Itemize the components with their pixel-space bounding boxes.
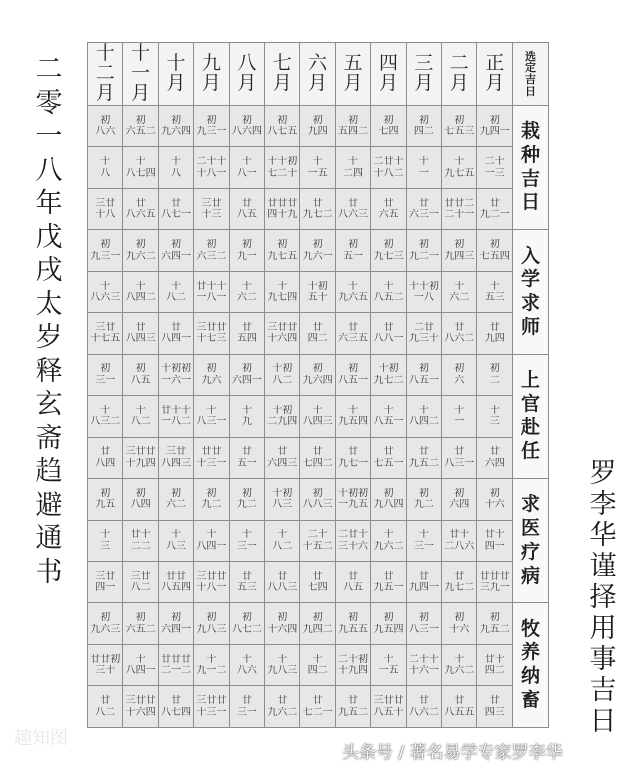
day-cell: 初 九六	[194, 354, 229, 395]
day-cell: 初 八五一	[335, 354, 370, 395]
signature-char: 事	[589, 644, 617, 675]
day-cell: 十 八二	[265, 520, 300, 561]
day-cell: 初 九五二	[477, 603, 513, 644]
day-cell: 廿 八六五	[123, 188, 158, 229]
day-cell: 初 十六	[442, 603, 477, 644]
day-cell: 十 八三	[158, 520, 193, 561]
table-row	[88, 230, 549, 271]
day-cell: 十 二四	[335, 147, 370, 188]
day-cell: 十 九	[229, 396, 264, 437]
day-cell: 十十初 七二十	[265, 147, 300, 188]
title-char: 趋	[35, 456, 63, 487]
day-cell: 十 八一	[229, 147, 264, 188]
day-cell: 初 九四二	[300, 603, 335, 644]
signature-char: 谨	[589, 551, 617, 582]
day-cell: 廿 五四	[229, 313, 264, 354]
day-cell: 十初 八二	[265, 354, 300, 395]
day-cell: 廿 四三	[477, 686, 513, 728]
day-cell: 初 十六四	[265, 603, 300, 644]
day-cell: 十初 八三	[265, 479, 300, 520]
title-char: 戊	[35, 221, 63, 253]
day-cell: 廿 九五二	[406, 437, 441, 478]
day-cell: 廿 八四	[88, 437, 123, 478]
signature-char: 择	[589, 582, 617, 613]
day-cell: 初 八七五	[265, 106, 300, 147]
month-header-3: 十 月	[158, 43, 193, 106]
day-cell: 廿 八五五	[442, 686, 477, 728]
title-char: 一	[35, 121, 63, 152]
day-cell: 廿廿二 二十一	[442, 188, 477, 229]
title-char: 玄	[35, 389, 63, 420]
day-cell: 十 九七四	[265, 271, 300, 312]
day-cell: 三廿廿 八五十	[371, 686, 406, 728]
day-cell: 十 九五四	[335, 396, 370, 437]
day-cell: 初 九六二	[123, 230, 158, 271]
right-vertical-signature	[580, 460, 626, 739]
day-cell: 初 六四	[442, 479, 477, 520]
day-cell: 十初 五十	[300, 271, 335, 312]
signature-char: 日	[589, 706, 617, 737]
day-cell: 初 八七二	[229, 603, 264, 644]
day-cell: 廿 八六三	[335, 188, 370, 229]
day-cell: 初 三一	[88, 354, 123, 395]
day-cell: 廿 六三一	[406, 188, 441, 229]
day-cell: 初 二	[477, 354, 513, 395]
signature-char: 李	[589, 489, 617, 520]
auspicious-days-table	[87, 42, 549, 728]
table-row	[88, 644, 549, 685]
day-cell: 廿 八二	[88, 686, 123, 728]
day-cell: 十 四二	[300, 644, 335, 685]
category-label: 入 学 求 师	[513, 230, 549, 354]
month-header-8: 五 月	[335, 43, 370, 106]
day-cell: 十十初 一八	[406, 271, 441, 312]
day-cell: 十 八七四	[123, 147, 158, 188]
day-cell: 初 六	[442, 354, 477, 395]
day-cell: 初 六四一	[229, 354, 264, 395]
title-char: 岁	[35, 322, 63, 353]
day-cell: 十 九六二	[442, 644, 477, 685]
month-header-11: 二 月	[442, 43, 477, 106]
day-cell: 初 六二	[158, 479, 193, 520]
day-cell: 廿 九二一	[477, 188, 513, 229]
table-row	[88, 396, 549, 437]
month-header-6: 七 月	[265, 43, 300, 106]
day-cell: 十 八	[158, 147, 193, 188]
day-cell: 十 八四二	[406, 396, 441, 437]
day-cell: 十 三一	[229, 520, 264, 561]
title-char: 斋	[35, 422, 63, 454]
day-cell: 廿 八八一	[371, 313, 406, 354]
day-cell: 廿 九六二	[265, 686, 300, 728]
day-cell: 廿十 二二	[123, 520, 158, 561]
title-char: 通	[35, 523, 63, 554]
day-cell: 初 七五三	[442, 106, 477, 147]
table-row	[88, 437, 549, 478]
title-char: 二	[35, 54, 63, 85]
day-cell: 廿廿 八五四	[158, 561, 193, 602]
day-cell: 初 九四	[300, 106, 335, 147]
title-char: 年	[35, 188, 63, 219]
day-cell: 廿 六三五	[335, 313, 370, 354]
day-cell: 十 六二	[229, 271, 264, 312]
day-cell: 廿十 四一	[477, 520, 513, 561]
day-cell: 初 九五五	[335, 603, 370, 644]
day-cell: 十 八四二	[123, 271, 158, 312]
day-cell: 十 八六三	[88, 271, 123, 312]
day-cell: 初 九四一	[477, 106, 513, 147]
month-header-10: 三 月	[406, 43, 441, 106]
day-cell: 三廿廿 十八一	[194, 561, 229, 602]
day-cell: 廿 六五	[371, 188, 406, 229]
day-cell: 二十十 十八一	[194, 147, 229, 188]
day-cell: 三廿廿 十六四	[123, 686, 158, 728]
day-cell: 初 九六四	[300, 354, 335, 395]
day-cell: 廿 八四一	[158, 313, 193, 354]
day-cell: 三廿 八四三	[158, 437, 193, 478]
title-char: 释	[35, 355, 63, 387]
day-cell: 三廿 八二	[123, 561, 158, 602]
day-cell: 廿 五一	[229, 437, 264, 478]
day-cell: 二十十 十六一	[406, 644, 441, 685]
day-cell: 十 九八三	[265, 644, 300, 685]
day-cell: 十 五三	[477, 271, 513, 312]
signature-char: 用	[589, 613, 617, 644]
day-cell: 廿 七四二	[300, 437, 335, 478]
day-cell: 初 七五四	[477, 230, 513, 271]
day-cell: 廿 九五二	[335, 686, 370, 728]
day-cell: 二十 一三	[477, 147, 513, 188]
day-cell: 初 九七三	[371, 230, 406, 271]
day-cell: 十 三	[88, 520, 123, 561]
table-row	[88, 561, 549, 602]
table-row	[88, 147, 549, 188]
day-cell: 初 六五二	[123, 106, 158, 147]
day-cell: 廿 八八三	[265, 561, 300, 602]
day-cell: 二廿 九三十	[406, 313, 441, 354]
day-cell: 廿 九四	[477, 313, 513, 354]
day-cell: 初 九二	[406, 479, 441, 520]
day-cell: 三廿 十八	[88, 188, 123, 229]
month-header-9: 四 月	[371, 43, 406, 106]
month-header-row	[88, 43, 549, 106]
day-cell: 廿 六四	[477, 437, 513, 478]
day-cell: 廿 八三一	[442, 437, 477, 478]
day-cell: 十 九一二	[194, 644, 229, 685]
day-cell: 十 八三一	[194, 396, 229, 437]
day-cell: 廿 六四三	[265, 437, 300, 478]
day-cell: 廿 八六二	[406, 686, 441, 728]
month-header-2: 十 一 月	[123, 43, 158, 106]
table-row	[88, 479, 549, 520]
day-cell: 初 八五	[123, 354, 158, 395]
day-cell: 初 六五二	[123, 603, 158, 644]
day-cell: 初 八三一	[406, 603, 441, 644]
header-corner-label: 选 定 吉 日	[513, 43, 549, 106]
day-cell: 十初初 一九五	[335, 479, 370, 520]
signature-char: 罗	[589, 458, 617, 489]
day-cell: 十 三	[477, 396, 513, 437]
day-cell: 初 八八三	[300, 479, 335, 520]
day-cell: 初 九五	[88, 479, 123, 520]
title-char: 零	[35, 87, 63, 119]
day-cell: 廿 九七二	[300, 188, 335, 229]
day-cell: 十 八四一	[194, 520, 229, 561]
day-cell: 十初初 一六一	[158, 354, 193, 395]
day-cell: 初 九七五	[265, 230, 300, 271]
day-cell: 十 九六五	[335, 271, 370, 312]
day-cell: 廿 七五一	[371, 437, 406, 478]
day-cell: 初 九二	[194, 479, 229, 520]
table-row	[88, 271, 549, 312]
day-cell: 初 八六	[88, 106, 123, 147]
day-cell: 初 九六四	[158, 106, 193, 147]
table-row	[88, 354, 549, 395]
day-cell: 三廿 十七五	[88, 313, 123, 354]
day-cell: 三廿 四一	[88, 561, 123, 602]
day-cell: 廿 八七四	[158, 686, 193, 728]
month-header-7: 六 月	[300, 43, 335, 106]
day-cell: 十 八二	[123, 396, 158, 437]
day-cell: 初 九六三	[88, 603, 123, 644]
category-label: 牧 养 纳 畜	[513, 603, 549, 728]
day-cell: 十 八六	[229, 644, 264, 685]
day-cell: 廿 九七二	[442, 561, 477, 602]
title-char: 避	[35, 489, 63, 521]
day-cell: 初 五一	[335, 230, 370, 271]
corner-logo-watermark: 趣知图	[14, 728, 68, 749]
day-cell: 廿 九七一	[335, 437, 370, 478]
day-cell: 十 一	[442, 396, 477, 437]
day-cell: 廿十十 一八一	[194, 271, 229, 312]
category-label: 栽 种 吉 日	[513, 106, 549, 230]
day-cell: 初 八五一	[406, 354, 441, 395]
day-cell: 十 六二	[442, 271, 477, 312]
day-cell: 初 五四二	[335, 106, 370, 147]
title-char: 太	[35, 288, 63, 320]
day-cell: 初 十六	[477, 479, 513, 520]
day-cell: 二廿十 十八二	[371, 147, 406, 188]
day-cell: 初 四二	[406, 106, 441, 147]
day-cell: 十初 二九四	[265, 396, 300, 437]
day-cell: 廿十 二八六	[442, 520, 477, 561]
signature-char: 华	[589, 520, 617, 551]
table-row	[88, 313, 549, 354]
day-cell: 十 一五	[300, 147, 335, 188]
day-cell: 廿 八七一	[158, 188, 193, 229]
publisher-watermark: 头条号 / 著名易学专家罗李华	[342, 743, 563, 763]
day-cell: 三廿 十三	[194, 188, 229, 229]
day-cell: 初 九四三	[442, 230, 477, 271]
day-cell: 廿廿廿 三九一	[477, 561, 513, 602]
day-cell: 廿 八四三	[123, 313, 158, 354]
day-cell: 初 九八三	[194, 603, 229, 644]
month-header-5: 八 月	[229, 43, 264, 106]
day-cell: 二十 十五二	[300, 520, 335, 561]
day-cell: 十 八二	[158, 271, 193, 312]
month-header-4: 九 月	[194, 43, 229, 106]
day-cell: 初 九五四	[371, 603, 406, 644]
day-cell: 十初 九七二	[371, 354, 406, 395]
title-char: 书	[35, 556, 63, 588]
day-cell: 初 九三一	[88, 230, 123, 271]
day-cell: 初 六四一	[158, 603, 193, 644]
day-cell: 廿 四二	[300, 313, 335, 354]
day-cell: 十 八五二	[371, 271, 406, 312]
day-cell: 十 八三二	[88, 396, 123, 437]
category-label: 求 医 疗 病	[513, 479, 549, 603]
day-cell: 初 九三一	[194, 106, 229, 147]
day-cell: 十 八四一	[123, 644, 158, 685]
day-cell: 廿廿廿 四十九	[265, 188, 300, 229]
day-cell: 廿 七二一	[300, 686, 335, 728]
title-char: 戌	[35, 255, 63, 286]
left-vertical-title	[26, 56, 72, 592]
month-header-1: 十 二 月	[88, 43, 123, 106]
day-cell: 廿 九四一	[406, 561, 441, 602]
day-cell: 廿 五三	[229, 561, 264, 602]
signature-char: 吉	[589, 675, 617, 706]
day-cell: 廿 七四	[300, 561, 335, 602]
day-cell: 初 八六四	[229, 106, 264, 147]
day-cell: 廿廿初 三十	[88, 644, 123, 685]
day-cell: 廿廿廿 二一二	[158, 644, 193, 685]
day-cell: 廿 八六二	[442, 313, 477, 354]
day-cell: 廿 九五一	[371, 561, 406, 602]
day-cell: 十 九七五	[442, 147, 477, 188]
month-header-12: 正 月	[477, 43, 513, 106]
day-cell: 十 八	[88, 147, 123, 188]
day-cell: 十 一五	[371, 644, 406, 685]
table-row	[88, 188, 549, 229]
day-cell: 十 三一	[406, 520, 441, 561]
day-cell: 廿 三一	[229, 686, 264, 728]
day-cell: 廿 八五	[335, 561, 370, 602]
day-cell: 廿 八五	[229, 188, 264, 229]
table-row	[88, 603, 549, 644]
day-cell: 三廿廿 十三一	[194, 686, 229, 728]
table-row	[88, 106, 549, 147]
day-cell: 廿十十 一八二	[158, 396, 193, 437]
day-cell: 初 六四一	[158, 230, 193, 271]
table-row	[88, 520, 549, 561]
day-cell: 初 九一	[229, 230, 264, 271]
day-cell: 初 九二	[229, 479, 264, 520]
day-cell: 十 一	[406, 147, 441, 188]
day-cell: 初 六三二	[194, 230, 229, 271]
table-row	[88, 686, 549, 728]
day-cell: 三廿廿 十六四	[265, 313, 300, 354]
day-cell: 十 九六二	[371, 520, 406, 561]
day-cell: 三廿廿 十七三	[194, 313, 229, 354]
day-cell: 初 九八四	[371, 479, 406, 520]
day-cell: 初 九六一	[300, 230, 335, 271]
day-cell: 十 八五一	[371, 396, 406, 437]
day-cell: 二廿十 三十六	[335, 520, 370, 561]
day-cell: 初 九二一	[406, 230, 441, 271]
day-cell: 十 八四三	[300, 396, 335, 437]
day-cell: 二十初 十九四	[335, 644, 370, 685]
day-cell: 三廿廿 十九四	[123, 437, 158, 478]
day-cell: 初 七四	[371, 106, 406, 147]
category-label: 上 官 赴 任	[513, 354, 549, 478]
day-cell: 廿十 四二	[477, 644, 513, 685]
day-cell: 廿廿 十三一	[194, 437, 229, 478]
title-char: 八	[35, 154, 63, 186]
day-cell: 初 八四	[123, 479, 158, 520]
